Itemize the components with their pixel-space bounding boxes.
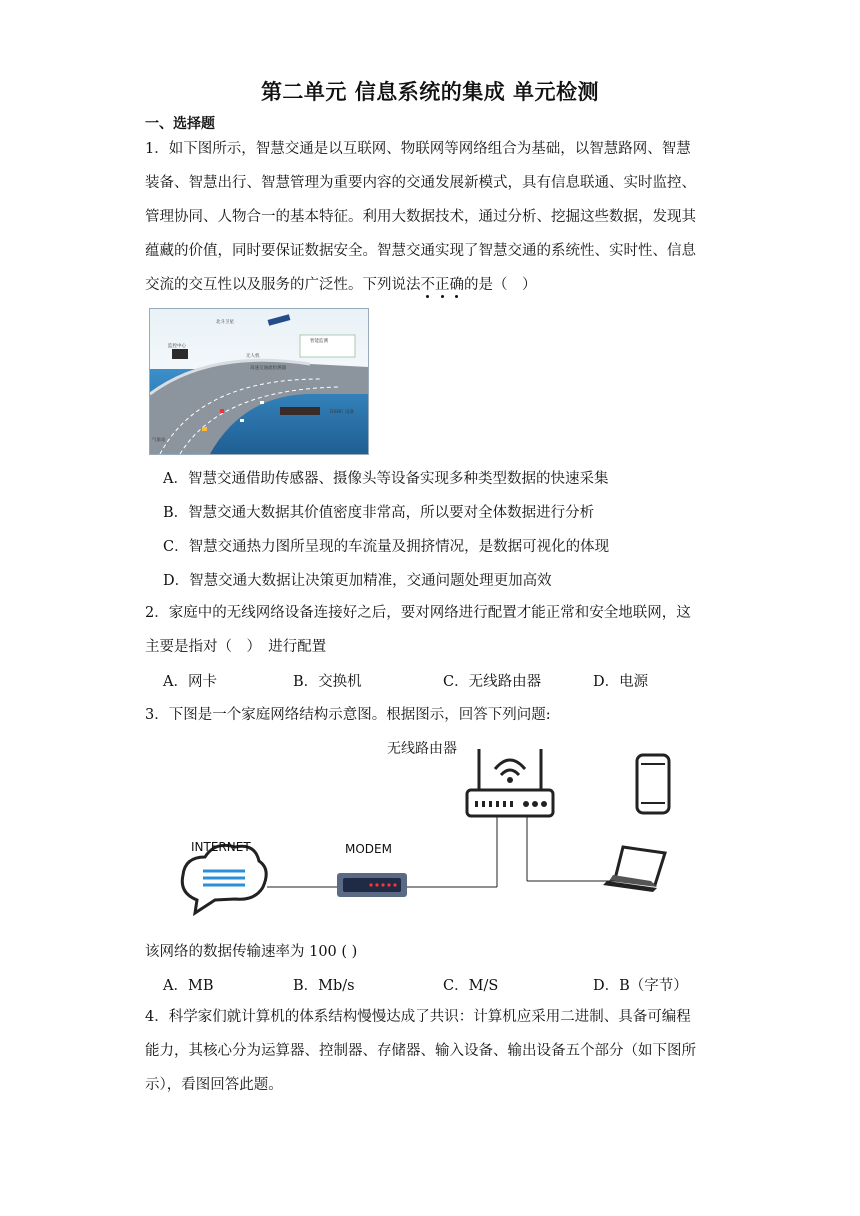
question-1-text: 交流的交互性以及服务的广泛性。下列说法 (145, 277, 421, 293)
option-c: C．M/S (443, 978, 499, 994)
question-1-line (145, 268, 725, 302)
network-diagram (175, 735, 695, 925)
option-b: B．智慧交通大数据其价值密度非常高，所以要对全体数据进行分析 (163, 505, 595, 521)
question-4-line: 能力，其核心分为运算器、控制器、存储器、输入设备、输出设备五个部分（如下图所 (145, 1043, 696, 1059)
question-1-line: 装备、智慧出行、智慧管理为重要内容的交通发展新模式，具有信息联通、实时监控、 (145, 175, 696, 191)
question-3-line: 3．下图是一个家庭网络结构示意图。根据图示，回答下列问题: (145, 707, 551, 723)
question-4 (145, 1000, 725, 1102)
image-label: 无人机 (246, 354, 260, 359)
emphasis-char: 确 (449, 277, 464, 293)
question-4-line: 示），看图回答此题。 (145, 1077, 283, 1093)
question-1-text: 的是（ ） (464, 277, 537, 293)
internet-label: INTERNET (191, 840, 251, 854)
option-d: D．电源 (593, 674, 649, 690)
option-a: A．智慧交通借助传感器、摄像头等设备实现多种类型数据的快速采集 (163, 471, 609, 487)
image-label: 气象站 (152, 438, 166, 443)
image-label: 智能监测 (310, 339, 328, 344)
modem-icon (337, 873, 407, 897)
question-2 (145, 596, 725, 664)
option-c: C．无线路由器 (443, 674, 542, 690)
router-label: 无线路由器 (387, 741, 457, 757)
section-heading: 一、选择题 (145, 116, 215, 132)
image-label: DSRC 设备 (330, 410, 354, 415)
question-2-line: 2．家庭中的无线网络设备连接好之后，要对网络进行配置才能正常和安全地联网，这 (145, 605, 691, 621)
option-d: D．智慧交通大数据让决策更加精准，交通问题处理更加高效 (163, 573, 552, 589)
image-label: 高速交通流检测器 (250, 366, 286, 371)
smart-traffic-image (149, 308, 369, 455)
image-label: 监控中心 (168, 344, 186, 349)
option-a: A．网卡 (163, 674, 217, 690)
emphasis-char: 不 (420, 277, 435, 293)
image-label: 北斗卫星 (216, 320, 234, 325)
question-4-line: 4．科学家们就计算机的体系结构慢慢达成了共识：计算机应采用二进制、具备可编程 (145, 1009, 691, 1025)
phone-icon (637, 755, 669, 813)
emphasis-char: 正 (435, 277, 450, 293)
question-2-line: 主要是指对（ ） 进行配置 (145, 639, 327, 655)
emphasis-text (421, 277, 465, 293)
option-b: B．Mb/s (293, 978, 355, 994)
question-1-line: 管理协同、人物合一的基本特征。利用大数据技术，通过分析、挖掘这些数据，发现其 (145, 209, 696, 225)
option-d: D．B（字节） (593, 978, 688, 994)
laptop-icon (603, 847, 665, 892)
internet-cloud-icon (182, 845, 266, 913)
option-b: B．交换机 (293, 674, 362, 690)
question-1-line: 蕴藏的价值，同时要保证数据安全。智慧交通实现了智慧交通的系统性、实时性、信息 (145, 243, 696, 259)
option-c: C．智慧交通热力图所呈现的车流量及拥挤情况，是数据可视化的体现 (163, 539, 610, 555)
page-title: 第二单元 信息系统的集成 单元检测 (260, 80, 600, 104)
question-3-text: 该网络的数据传输速率为 100 ( ) (145, 944, 358, 960)
question-1-line: 1．如下图所示，智慧交通是以互联网、物联网等网络组合为基础，以智慧路网、智慧 (145, 141, 691, 157)
option-a: A．MB (163, 978, 214, 994)
question-1 (145, 132, 725, 302)
modem-label: MODEM (345, 842, 392, 856)
router-icon (467, 749, 553, 816)
